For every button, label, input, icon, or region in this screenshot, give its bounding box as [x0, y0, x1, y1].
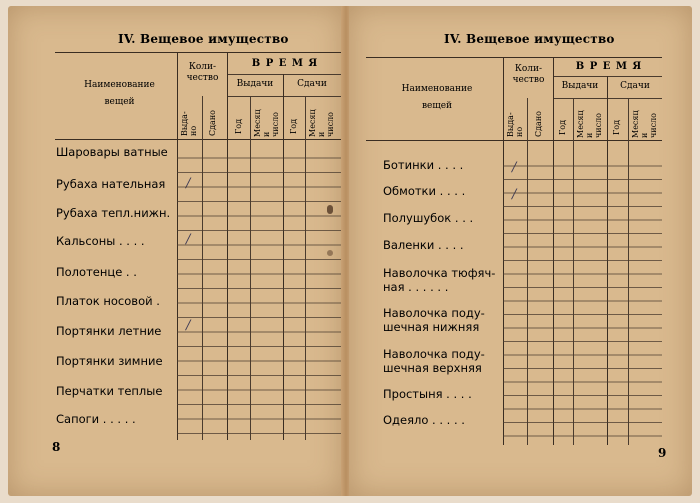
right-col-divider [527, 98, 528, 445]
left-header-return-month: Месяц и число [308, 109, 335, 137]
left-item: Шаровары ватные [56, 145, 168, 159]
right-check-mark: / [512, 187, 517, 202]
right-header-time: В Р Е М Я [575, 61, 643, 72]
right-item: Наволочка поду- шечная верхняя [383, 347, 485, 375]
left-header-return-year: Год [289, 118, 298, 134]
left-check-mark: / [186, 318, 191, 333]
right-item: Полушубок . . . [383, 211, 474, 225]
right-header-bottom-rule [366, 140, 662, 141]
left-header-bottom-rule [55, 139, 341, 140]
left-col-divider [283, 74, 284, 440]
left-subheader-rule [227, 96, 341, 97]
staple-hole [327, 250, 333, 256]
right-header-issue-month: Месяц и число [576, 110, 603, 138]
right-col-divider [628, 98, 629, 445]
right-header-return-month: Месяц и число [631, 110, 658, 138]
right-header-return: Сдачи [620, 81, 650, 91]
right-col-divider [503, 57, 504, 445]
right-header-return-year: Год [612, 119, 621, 135]
right-header-top-rule [366, 57, 662, 58]
left-header-returned: Сдано [208, 110, 217, 136]
left-header-issued: Выда- но [180, 111, 198, 136]
left-col-divider [250, 96, 251, 440]
right-item: Обмотки . . . . [383, 184, 466, 198]
left-header-issue: Выдачи [236, 79, 274, 89]
left-header-return: Сдачи [297, 79, 327, 89]
left-item: Перчатки теплые [56, 384, 163, 398]
right-item: Наволочка поду- шечная нижняя [383, 306, 485, 334]
left-item: Сапоги . . . . . [56, 412, 136, 426]
right-header-issued: Выда- но [506, 112, 524, 137]
left-item: Платок носовой . [56, 294, 160, 308]
left-col-divider [177, 52, 178, 440]
right-header-returned: Сдано [534, 111, 543, 137]
left-header-issue-month: Месяц и число [253, 109, 280, 137]
left-check-mark: / [186, 176, 191, 191]
left-header-top-rule [55, 52, 341, 53]
right-page-number: 9 [658, 446, 667, 460]
staple-hole [327, 205, 333, 214]
right-col-divider [607, 76, 608, 445]
left-item: Рубаха нательная [56, 177, 166, 191]
right-item: Ботинки . . . . [383, 158, 464, 172]
left-item: Кальсоны . . . . [56, 234, 145, 248]
left-header-name: Наименование вещей [84, 80, 155, 107]
right-header-name: Наименование вещей [401, 84, 473, 111]
right-col-divider [573, 98, 574, 445]
left-col-divider [305, 96, 306, 440]
left-item: Портянки зимние [56, 354, 163, 368]
left-header-issue-year: Год [234, 118, 243, 134]
right-check-mark: / [512, 160, 517, 175]
left-section-title: IV. Вещевое имущество [118, 32, 289, 46]
left-page-number: 8 [52, 440, 61, 454]
right-section-title: IV. Вещевое имущество [444, 32, 615, 46]
left-header-quantity: Коли- чество [186, 62, 219, 83]
left-item: Рубаха тепл.нижн. [56, 206, 171, 220]
left-col-divider [202, 96, 203, 440]
left-col-divider [227, 52, 228, 440]
left-header-time: В Р Е М Я [251, 58, 319, 69]
left-item: Портянки летние [56, 324, 162, 338]
right-header-quantity: Коли- чество [512, 64, 545, 85]
right-item: Одеяло . . . . . [383, 413, 465, 427]
left-time-rule [227, 74, 341, 75]
right-item: Валенки . . . . [383, 238, 464, 252]
right-col-divider [553, 57, 554, 445]
right-item: Наволочка тюфяч- ная . . . . . . [383, 266, 496, 294]
right-item: Простыня . . . . [383, 387, 472, 401]
left-item: Полотенце . . [56, 265, 137, 279]
left-check-mark: / [186, 232, 191, 247]
right-header-issue-year: Год [558, 119, 567, 135]
right-header-issue: Выдачи [561, 81, 599, 91]
